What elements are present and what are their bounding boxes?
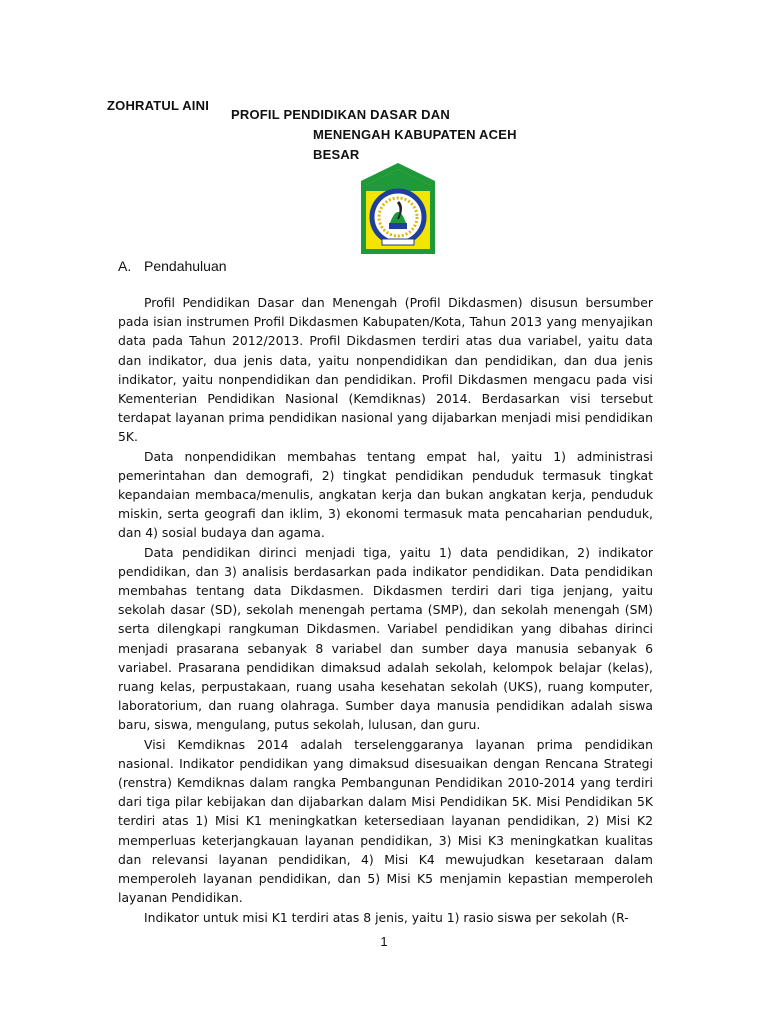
section-heading [118, 258, 227, 274]
paragraph: Indikator untuk misi K1 terdiri atas 8 jenis, yaitu 1) rasio siswa per sekolah (R- [144, 909, 629, 925]
author-name: ZOHRATUL AINI [107, 98, 210, 113]
document-title-line-1: PROFIL PENDIDIKAN DASAR DAN [231, 107, 450, 122]
paragraph: Profil Pendidikan Dasar dan Menengah (Profil Dikdasmen) disusun bersumber pada isian instrumen Profil Dikdasmen Kabupaten/Kota, Tahun 2013 yang menyajikan data pada Tahun 2012/2013. Profil Dikdasmen terdiri atas dua variabel, yaitu data dan indikator, dua jenis data, yaitu nonpendidikan dan pendidikan, dan dua jenis indikator, yaitu nonpendidikan dan pendidikan. Profil Dikdasmen mengacu pada visi Kementerian Pendidikan Nasional (Kemdiknas) 2014. Berdasarkan visi tersebut terdapat layanan prima pendidikan nasional yang dijabarkan menjadi misi pendidikan 5K. [118, 295, 653, 445]
section-letter: A. [118, 258, 132, 274]
document-title-line-3: BESAR [313, 147, 360, 162]
section-title: Pendahuluan [144, 258, 227, 274]
aceh-besar-emblem-icon [359, 161, 437, 256]
body-text [118, 293, 653, 927]
paragraph: Data pendidikan dirinci menjadi tiga, yaitu 1) data pendidikan, 2) indikator pendidikan, dan 3) analisis berdasarkan pada indikator pendidikan. Data pendidikan membahas tentang data Dikdasmen. Dikdasmen terdiri dari tiga jenjang, yaitu sekolah dasar (SD), sekolah menengah pertama (SMP), dan sekolah menengah (SM) serta dilengkapi rangkuman Dikdasmen. Variabel pendidikan yang dibahas dirinci menjadi prasarana sebanyak 8 variabel dan sumber daya manusia sebanyak 6 variabel. Prasarana pendidikan dimaksud adalah sekolah, kelompok belajar (kelas), ruang kelas, perpustakaan, ruang usaha kesehatan sekolah (UKS), ruang komputer, laboratorium, dan ruang olahraga. Sumber daya manusia pendidikan adalah siswa baru, siswa, mengulang, putus sekolah, lulusan, dan guru. [118, 544, 653, 733]
paragraph: Data nonpendidikan membahas tentang empat hal, yaitu 1) administrasi pemerintahan dan demografi, 2) tingkat pendidikan penduduk termasuk tingkat kepandaian membaca/menulis, angkatan kerja dan bukan angkatan kerja, penduduk miskin, serta geografi dan iklim, 3) ekonomi termasuk mata pencaharian penduduk, dan 4) sosial budaya dan agama. [118, 448, 653, 541]
paragraph: Visi Kemdiknas 2014 adalah terselenggaranya layanan prima pendidikan nasional. Indikator pendidikan yang dimaksud disesuaikan dengan Rencana Strategi (renstra) Kemdiknas dalam rangka Pembangunan Pendidikan 2010-2014 yang terdiri dari tiga pilar kebijakan dan dijabarkan dalam Misi Pendidikan 5K. Misi Pendidikan 5K terdiri atas 1) Misi K1 meningkatkan ketersediaan layanan pendidikan, 2) Misi K2 memperluas keterjangkauan layanan pendidikan, 3) Misi K3 meningkatkan kualitas dan relevansi layanan pendidikan, 4) Misi K4 mewujudkan kesetaraan dalam memperoleh layanan pendidikan, dan 5) Misi K5 menjamin kepastian memperoleh layanan Pendidikan. [118, 736, 653, 906]
page-number: 1 [380, 934, 388, 949]
document-title-line-2: MENENGAH KABUPATEN ACEH [313, 127, 517, 142]
